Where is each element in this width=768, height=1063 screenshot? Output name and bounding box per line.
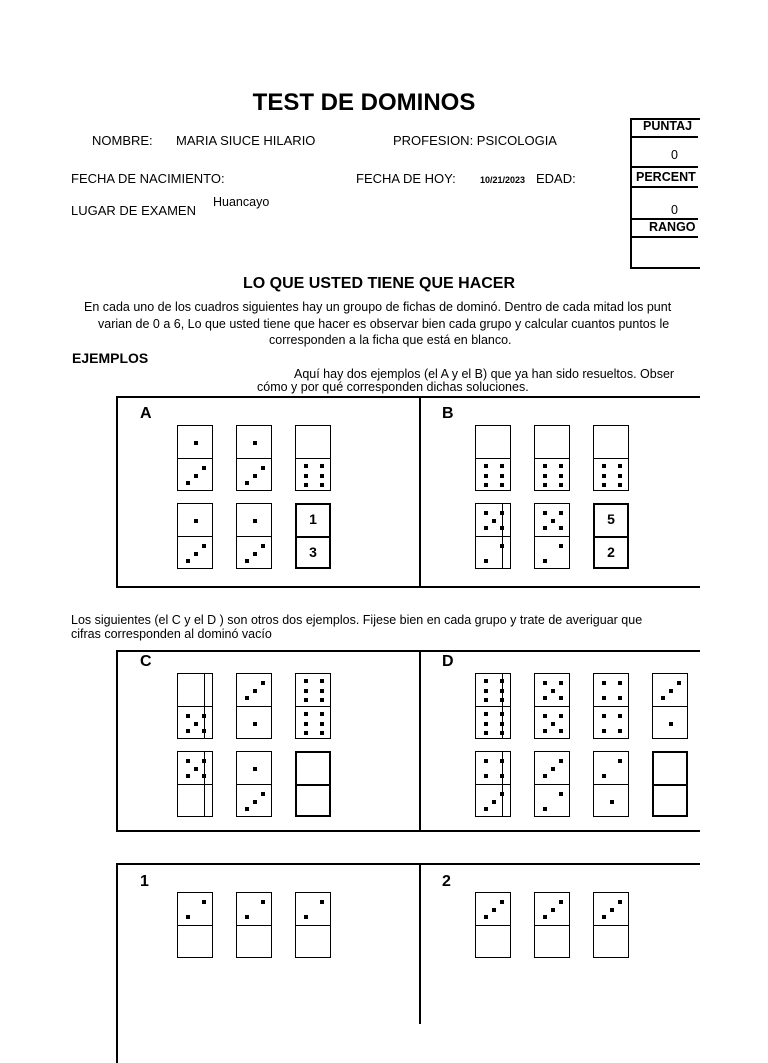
domino-pip: [543, 729, 547, 733]
domino-pip: [559, 696, 563, 700]
domino-divider: [594, 458, 628, 459]
domino-pip: [492, 908, 496, 912]
domino-pip: [320, 474, 324, 478]
rango-label: RANGO: [649, 220, 696, 234]
domino-pip: [543, 696, 547, 700]
domino-pip: [500, 722, 504, 726]
domino-pip: [618, 464, 622, 468]
blank-domino: [295, 503, 331, 569]
examples-more: cifras corresponden al dominó vacío: [71, 627, 272, 641]
domino: [177, 751, 213, 817]
domino-pip: [551, 767, 555, 771]
domino-pip: [320, 731, 324, 735]
domino-divider: [178, 458, 212, 459]
domino-pip: [304, 679, 308, 683]
domino-pip: [202, 759, 206, 763]
domino-pip: [500, 689, 504, 693]
panel-label-a: A: [140, 405, 152, 422]
domino-pip: [320, 679, 324, 683]
domino-divider: [296, 458, 330, 459]
domino: [177, 673, 213, 739]
domino-pip: [202, 900, 206, 904]
domino-pip: [304, 722, 308, 726]
examples-intro: cómo y por qué corresponden dichas soluciones.: [257, 380, 529, 394]
domino-pip: [245, 481, 249, 485]
domino-pip: [304, 712, 308, 716]
domino-divider: [654, 784, 686, 786]
domino-pip: [261, 544, 265, 548]
domino-pip: [320, 900, 324, 904]
domino-pip: [551, 689, 555, 693]
domino-pip: [500, 679, 504, 683]
domino: [475, 892, 511, 958]
domino-pip: [320, 722, 324, 726]
domino: [177, 425, 213, 491]
domino-pip: [492, 519, 496, 523]
domino-pip: [543, 474, 547, 478]
domino: [534, 503, 570, 569]
domino-pip: [559, 544, 563, 548]
score-divider: [630, 166, 698, 168]
domino: [475, 503, 511, 569]
domino: [295, 425, 331, 491]
domino-pip: [602, 774, 606, 778]
domino-pip: [484, 807, 488, 811]
domino-pip: [602, 474, 606, 478]
examples-more: Los siguientes (el C y el D ) son otros dos ejemplos. Fijese bien en cada grupo y trate de averiguar que: [71, 613, 643, 627]
domino-pip: [202, 466, 206, 470]
domino-divider: [594, 784, 628, 785]
domino-divider: [476, 925, 510, 926]
domino-pip: [484, 679, 488, 683]
domino-pip: [484, 698, 488, 702]
domino-pip: [304, 698, 308, 702]
domino-pip: [484, 474, 488, 478]
fecha-hoy-label: FECHA DE HOY:: [356, 171, 456, 186]
domino-divider: [296, 925, 330, 926]
domino-pip: [320, 483, 324, 487]
domino-pip: [484, 483, 488, 487]
domino-pip: [602, 729, 606, 733]
domino-pip: [500, 511, 504, 515]
domino-divider: [237, 458, 271, 459]
instructions-line: corresponden a la ficha que está en blanco.: [269, 333, 512, 347]
domino-pip: [492, 800, 496, 804]
domino-pip: [669, 722, 673, 726]
domino-pip: [551, 722, 555, 726]
domino: [236, 503, 272, 569]
panel-label-b: B: [442, 405, 454, 422]
domino-pip: [559, 792, 563, 796]
domino-pip: [500, 900, 504, 904]
domino-divider: [297, 536, 329, 538]
domino-pip: [602, 464, 606, 468]
domino-pip: [602, 681, 606, 685]
nombre-label: NOMBRE:: [92, 133, 153, 148]
domino-divider: [297, 784, 329, 786]
domino: [534, 892, 570, 958]
domino-pip: [500, 544, 504, 548]
page-edge-mask: [700, 0, 768, 1024]
domino-pip: [543, 526, 547, 530]
domino: [475, 751, 511, 817]
domino-pip: [202, 774, 206, 778]
domino-divider: [535, 706, 569, 707]
domino-pip: [618, 696, 622, 700]
domino-pip: [500, 483, 504, 487]
domino: [534, 751, 570, 817]
page-title: TEST DE DOMINOS: [252, 89, 476, 116]
domino-pip: [618, 729, 622, 733]
domino-pip: [500, 698, 504, 702]
panel-label-c: C: [140, 653, 152, 670]
domino-pip: [559, 483, 563, 487]
blank-domino: [593, 503, 629, 569]
domino-divider: [535, 925, 569, 926]
domino-pip: [559, 464, 563, 468]
domino-pip: [202, 714, 206, 718]
domino-divider: [476, 706, 510, 707]
domino: [593, 751, 629, 817]
domino-pip: [320, 698, 324, 702]
domino-divider: [476, 536, 510, 537]
domino-divider: [237, 706, 271, 707]
domino-divider: [535, 784, 569, 785]
domino-pip: [677, 681, 681, 685]
percentil-value: 0: [671, 203, 678, 217]
domino-pip: [484, 712, 488, 716]
domino-divider: [594, 925, 628, 926]
domino-pip: [484, 774, 488, 778]
domino-pip: [186, 759, 190, 763]
domino-divider: [594, 706, 628, 707]
domino-pip: [484, 526, 488, 530]
domino-pip: [543, 714, 547, 718]
domino-pip: [484, 559, 488, 563]
answer-top: 5: [607, 511, 615, 527]
domino-divider: [178, 706, 212, 707]
lugar-examen-label: LUGAR DE EXAMEN: [71, 203, 196, 218]
panel-label-1: 1: [140, 873, 149, 890]
domino-pip: [186, 559, 190, 563]
domino-divider: [535, 458, 569, 459]
domino: [295, 892, 331, 958]
domino-pip: [559, 900, 563, 904]
domino-divider: [237, 784, 271, 785]
domino-pip: [618, 474, 622, 478]
domino-pip: [500, 759, 504, 763]
domino-pip: [500, 731, 504, 735]
blank-domino: [652, 751, 688, 817]
panel-label-d: D: [442, 653, 454, 670]
domino-pip: [559, 511, 563, 515]
domino-pip: [602, 483, 606, 487]
domino-pip: [186, 481, 190, 485]
domino: [236, 673, 272, 739]
domino-pip: [618, 681, 622, 685]
domino-pip: [320, 712, 324, 716]
domino-pip: [261, 681, 265, 685]
blank-domino: [295, 751, 331, 817]
answer-top: 1: [309, 511, 317, 527]
panel-label-2: 2: [442, 873, 451, 890]
domino-pip: [304, 915, 308, 919]
domino-pip: [559, 714, 563, 718]
domino-pip: [618, 900, 622, 904]
domino-pip: [261, 466, 265, 470]
domino-pip: [245, 915, 249, 919]
domino-pip: [500, 792, 504, 796]
domino: [236, 892, 272, 958]
domino-pip: [543, 464, 547, 468]
domino-pip: [610, 800, 614, 804]
domino-pip: [304, 731, 308, 735]
domino-pip: [253, 519, 257, 523]
panel-divider: [419, 396, 421, 588]
domino-pip: [194, 552, 198, 556]
domino-pip: [559, 474, 563, 478]
domino-pip: [253, 474, 257, 478]
domino-pip: [261, 792, 265, 796]
domino-pip: [194, 767, 198, 771]
domino-pip: [186, 729, 190, 733]
domino-pip: [194, 441, 198, 445]
domino-pip: [559, 526, 563, 530]
domino-pip: [559, 729, 563, 733]
domino-pip: [543, 807, 547, 811]
profesion-label: PROFESION: PSICOLOGIA: [393, 133, 557, 148]
domino-pip: [202, 729, 206, 733]
domino: [593, 425, 629, 491]
domino: [534, 673, 570, 739]
domino-pip: [253, 441, 257, 445]
domino-pip: [304, 483, 308, 487]
domino-pip: [559, 759, 563, 763]
domino: [593, 673, 629, 739]
domino-pip: [245, 559, 249, 563]
instructions-heading: LO QUE USTED TIENE QUE HACER: [243, 275, 516, 292]
domino-pip: [602, 714, 606, 718]
domino: [475, 425, 511, 491]
domino-pip: [500, 712, 504, 716]
domino-pip: [559, 681, 563, 685]
domino-pip: [618, 714, 622, 718]
domino-pip: [253, 722, 257, 726]
percentil-label: PERCENT: [636, 170, 696, 184]
domino-pip: [500, 526, 504, 530]
domino-pip: [245, 696, 249, 700]
domino-pip: [304, 464, 308, 468]
domino: [295, 673, 331, 739]
domino-pip: [194, 474, 198, 478]
domino-pip: [543, 559, 547, 563]
domino-divider: [476, 784, 510, 785]
panel-divider: [419, 650, 421, 832]
domino-pip: [253, 552, 257, 556]
domino-pip: [551, 519, 555, 523]
domino-pip: [202, 544, 206, 548]
domino-pip: [194, 519, 198, 523]
domino-pip: [618, 759, 622, 763]
domino-pip: [500, 774, 504, 778]
puntaje-value: 0: [671, 148, 678, 162]
domino-pip: [543, 681, 547, 685]
domino-pip: [661, 696, 665, 700]
domino-pip: [186, 915, 190, 919]
domino-pip: [618, 483, 622, 487]
domino-divider: [595, 536, 627, 538]
domino-divider: [237, 536, 271, 537]
lugar-examen-value: Huancayo: [213, 195, 270, 209]
domino: [475, 673, 511, 739]
domino-pip: [484, 731, 488, 735]
domino: [236, 751, 272, 817]
puntaje-label: PUNTAJ: [643, 119, 693, 133]
domino-pip: [484, 511, 488, 515]
answer-bottom: 3: [309, 544, 317, 560]
score-box: [630, 118, 700, 269]
domino-pip: [484, 722, 488, 726]
domino: [177, 892, 213, 958]
domino: [534, 425, 570, 491]
domino-pip: [304, 689, 308, 693]
domino-pip: [186, 774, 190, 778]
domino-divider: [296, 706, 330, 707]
nombre-value: MARIA SIUCE HILARIO: [176, 133, 316, 148]
domino-pip: [484, 689, 488, 693]
domino-divider: [535, 536, 569, 537]
domino-pip: [320, 689, 324, 693]
domino-pip: [186, 714, 190, 718]
domino-pip: [253, 689, 257, 693]
instructions-line: En cada uno de los cuadros siguientes hay un groupo de fichas de dominó. Dentro de cada mitad los punt: [84, 300, 672, 314]
domino-pip: [610, 908, 614, 912]
domino-pip: [500, 474, 504, 478]
answer-bottom: 2: [607, 544, 615, 560]
domino: [177, 503, 213, 569]
edad-label: EDAD:: [536, 171, 576, 186]
panel-divider: [419, 863, 421, 1024]
domino-divider: [178, 536, 212, 537]
domino-pip: [543, 774, 547, 778]
domino-pip: [194, 722, 198, 726]
domino-edge: [502, 674, 503, 738]
fecha-nacimiento-label: FECHA DE NACIMIENTO:: [71, 171, 225, 186]
domino-pip: [602, 696, 606, 700]
domino-divider: [178, 784, 212, 785]
domino: [593, 892, 629, 958]
score-divider: [630, 186, 698, 188]
domino-divider: [237, 925, 271, 926]
domino-pip: [543, 483, 547, 487]
domino-pip: [551, 908, 555, 912]
domino-divider: [653, 706, 687, 707]
examples-intro: Aquí hay dos ejemplos (el A y el B) que ya han sido resueltos. Obser: [294, 367, 675, 381]
examples-heading: EJEMPLOS: [72, 350, 149, 366]
domino-pip: [602, 915, 606, 919]
domino: [652, 673, 688, 739]
score-divider: [630, 236, 698, 238]
domino-pip: [543, 511, 547, 515]
domino-pip: [484, 759, 488, 763]
domino-divider: [476, 458, 510, 459]
score-divider: [630, 136, 698, 138]
domino-pip: [304, 474, 308, 478]
domino-pip: [245, 807, 249, 811]
domino-pip: [320, 464, 324, 468]
domino-pip: [484, 915, 488, 919]
domino-pip: [543, 915, 547, 919]
domino-pip: [669, 689, 673, 693]
domino-divider: [178, 925, 212, 926]
domino-pip: [484, 464, 488, 468]
domino-pip: [253, 800, 257, 804]
domino: [236, 425, 272, 491]
domino-pip: [500, 464, 504, 468]
domino-pip: [253, 767, 257, 771]
domino-pip: [261, 900, 265, 904]
instructions-line: varian de 0 a 6, Lo que usted tiene que hacer es observar bien cada grupo y calcular cuantos puntos le: [98, 317, 670, 331]
fecha-hoy-value: 10/21/2023: [480, 175, 526, 185]
